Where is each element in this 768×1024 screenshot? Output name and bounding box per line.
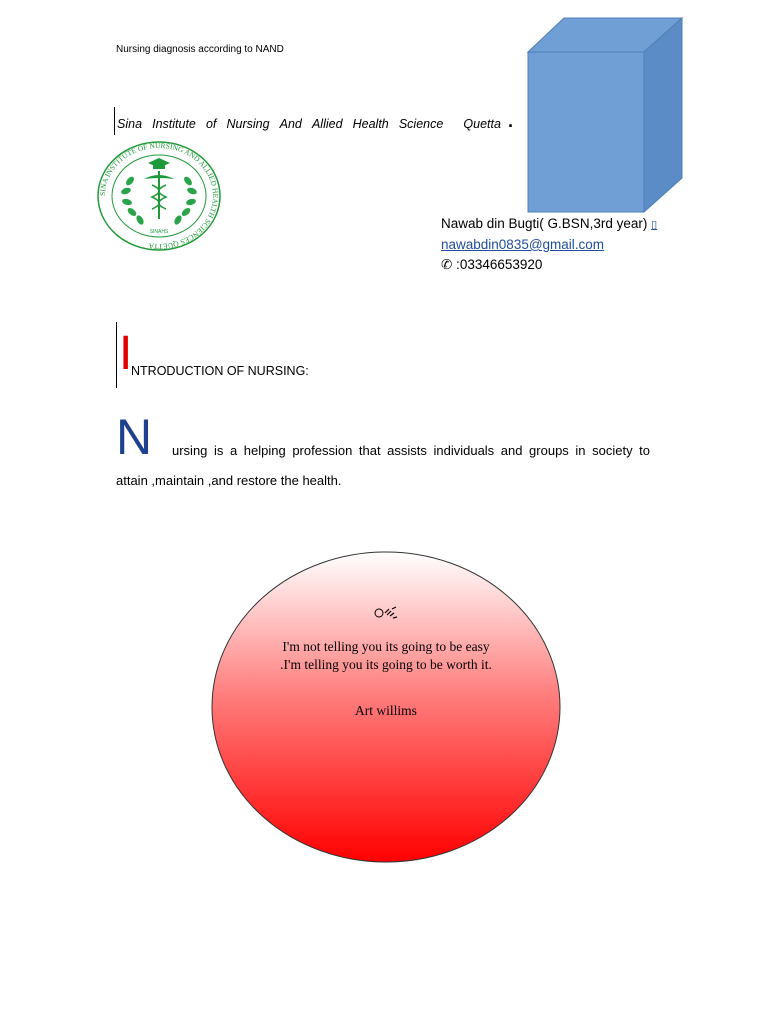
institute-dot: . bbox=[508, 111, 514, 131]
institute-word: And bbox=[279, 117, 302, 131]
heading-bar bbox=[116, 322, 117, 388]
intro-initial: I bbox=[119, 327, 133, 380]
email-glyph-icon: ▯ bbox=[651, 219, 658, 231]
phone-number: ✆ :03346653920 bbox=[441, 257, 543, 272]
paragraph-line-1: ursing is a helping profession that assists individuals and groups in society to bbox=[172, 443, 650, 458]
institute-word: Institute bbox=[152, 117, 196, 131]
ornament-icon bbox=[372, 604, 402, 622]
header-note: Nursing diagnosis according to NAND bbox=[116, 44, 284, 55]
logo-ring-text: SINA INSTITUTE OF NURSING AND ALLIED HEALTH SCIENCES QUETTA bbox=[97, 141, 221, 251]
institute-word: Health bbox=[352, 117, 389, 131]
institute-word: Nursing bbox=[226, 117, 270, 131]
intro-heading: NTRODUCTION OF NURSING: bbox=[131, 364, 309, 378]
institute-name bbox=[117, 117, 501, 131]
paragraph-dropcap: N bbox=[116, 409, 153, 465]
institute-word: Quetta bbox=[463, 117, 501, 131]
institute-word: Allied bbox=[311, 117, 343, 131]
email-link[interactable]: nawabdin0835@gmail.com bbox=[441, 237, 605, 252]
institute-word: Sina bbox=[117, 117, 143, 131]
institute-word: Science bbox=[398, 117, 444, 131]
text-cursor-bar bbox=[114, 107, 115, 135]
quote-author: Art willims bbox=[355, 703, 417, 718]
author-name: Nawab din Bugti( G.BSN,3rd year) bbox=[441, 216, 648, 231]
institute-word: of bbox=[205, 117, 217, 131]
quote-text: I'm not telling you its going to be easy .I'm telling you its going to be worth it. bbox=[280, 639, 492, 672]
cube-shape bbox=[526, 16, 684, 214]
author-block bbox=[441, 214, 657, 275]
logo-center-text: SINAHS bbox=[149, 229, 169, 235]
institute-logo bbox=[96, 141, 222, 251]
paragraph-line-2: attain ,maintain ,and restore the health. bbox=[116, 473, 342, 488]
